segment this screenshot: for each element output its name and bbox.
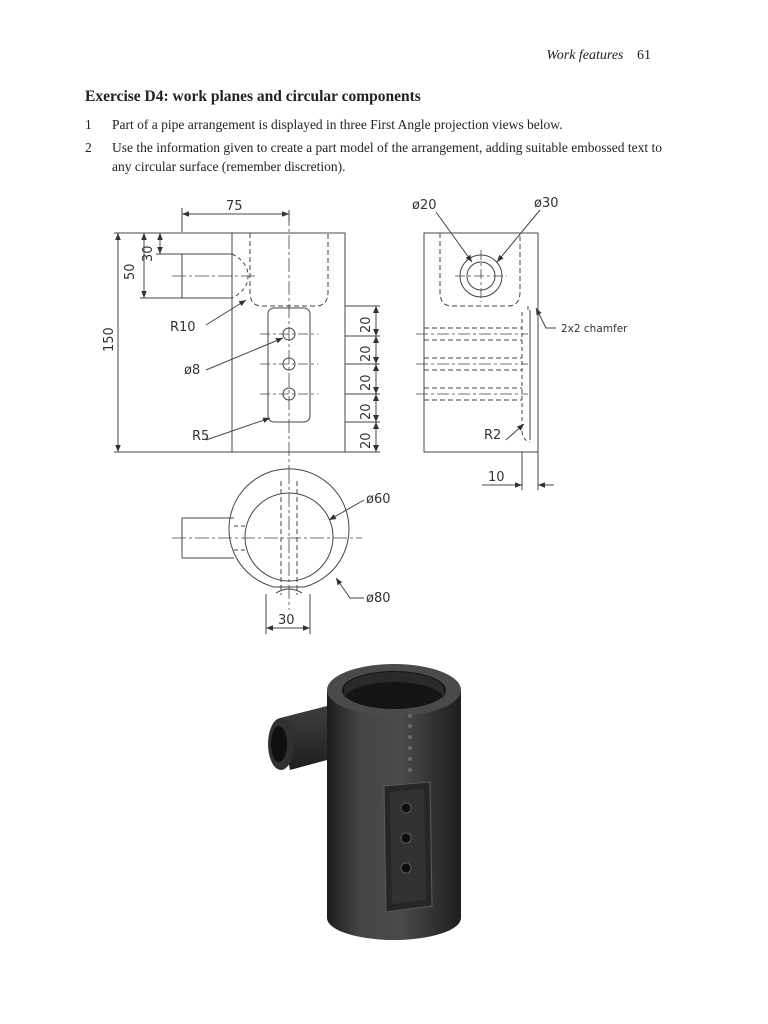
part-model-render	[268, 664, 461, 940]
item-text: Part of a pipe arrangement is displayed in three First Angle projection views below.	[112, 117, 563, 132]
dim-dia-80: ø80	[366, 591, 391, 606]
dim-dia-30: ø30	[534, 196, 559, 211]
dim-hole-dia: ø8	[184, 363, 201, 378]
dim-30-plan: 30	[278, 613, 295, 628]
page-number: 61	[637, 48, 651, 63]
dim-r10: R10	[170, 320, 196, 335]
dim-75: 75	[226, 199, 243, 214]
dim-spacing-5: 20	[359, 432, 374, 449]
item-number: 2	[85, 140, 92, 155]
section-title: Work features	[546, 48, 624, 63]
dim-30: 30	[141, 245, 156, 262]
item-number: 1	[85, 117, 92, 132]
plan-view-labels	[278, 492, 391, 628]
item-text: Use the information given to create a part model of the arrangement, adding suitable embossed text to any circular surface (remember discretion).	[112, 140, 662, 174]
dim-spacing-4: 20	[359, 403, 374, 420]
exercise-title: Exercise D4: work planes and circular components	[85, 88, 421, 105]
dim-r2: R2	[484, 428, 502, 443]
dim-spacing-3: 20	[359, 374, 374, 391]
dim-spacing-2: 20	[359, 345, 374, 362]
dim-10: 10	[488, 470, 505, 485]
plan-view	[172, 469, 364, 634]
dim-spacing-1: 20	[359, 316, 374, 333]
dim-150: 150	[102, 327, 117, 352]
dim-r5: R5	[192, 429, 210, 444]
dim-dia-60: ø60	[366, 492, 391, 507]
note-chamfer: 2x2 chamfer	[561, 323, 628, 335]
dim-dia-20: ø20	[412, 198, 437, 213]
dim-50: 50	[123, 263, 138, 280]
side-view	[416, 210, 556, 490]
front-view-labels	[102, 199, 374, 449]
